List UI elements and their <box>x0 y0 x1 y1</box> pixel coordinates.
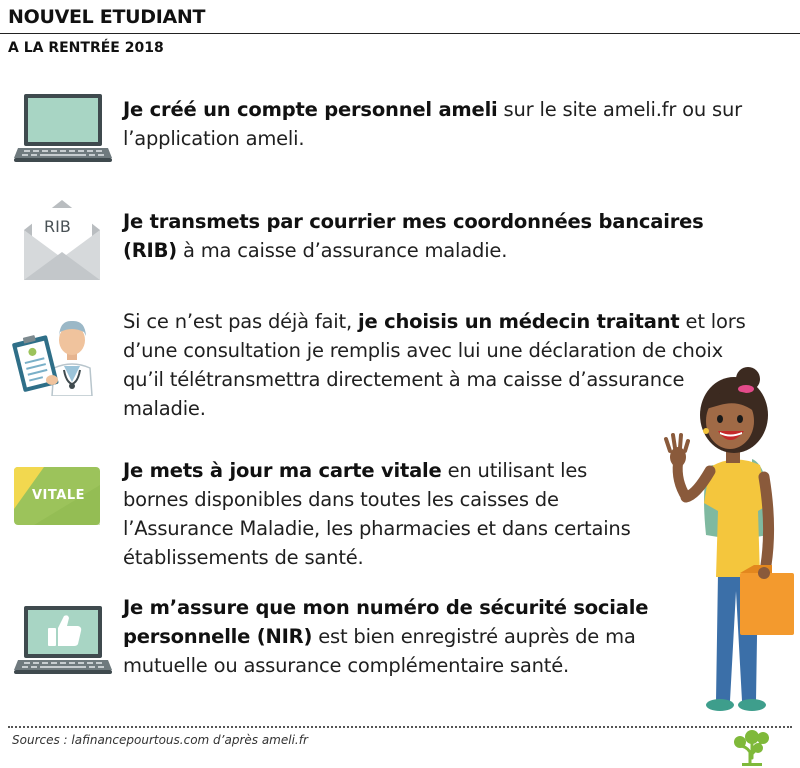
item-nir-text: Je m’assure que mon numéro de sécurité sociale personnelle (NIR) est bien enregistré auprès de ma mutuelle ou assurance complémentaire santé. <box>123 596 649 677</box>
item-doctor-text: Si ce n’est pas déjà fait, je choisis un médecin traitant et lors d’une consultation je remplis avec lui une déclaration de choix qu’il télétransmettra directement à ma caisse d’assurance maladie. <box>123 310 746 420</box>
vitale-label: VITALE <box>32 488 85 503</box>
footer-rule <box>8 726 792 728</box>
item-rib-text: Je transmets par courrier mes coordonnées bancaires (RIB) à ma caisse d’assurance maladie. <box>123 210 704 262</box>
rib-label: RIB <box>44 217 71 236</box>
page-subtitle: A LA RENTRÉE 2018 <box>8 40 164 56</box>
sources-note: Sources : lafinancepourtous.com d’après ameli.fr <box>12 733 308 747</box>
page-title: NOUVEL ETUDIANT <box>8 6 206 28</box>
student-illustration <box>660 355 800 717</box>
envelope-rib-icon <box>24 196 100 282</box>
header-rule <box>0 33 800 34</box>
doctor-icon <box>8 316 118 396</box>
tree-logo-icon <box>732 728 772 766</box>
item-vitale-text: Je mets à jour ma carte vitale en utilisant les bornes disponibles dans toutes les caisses de l’Assurance Maladie, les pharmacies et dans certains établissements de santé. <box>123 459 631 569</box>
laptop-thumbs-up-icon <box>14 604 112 676</box>
item-account-text: Je créé un compte personnel ameli sur le site ameli.fr ou sur l’application ameli. <box>123 98 742 150</box>
laptop-icon <box>14 92 112 164</box>
